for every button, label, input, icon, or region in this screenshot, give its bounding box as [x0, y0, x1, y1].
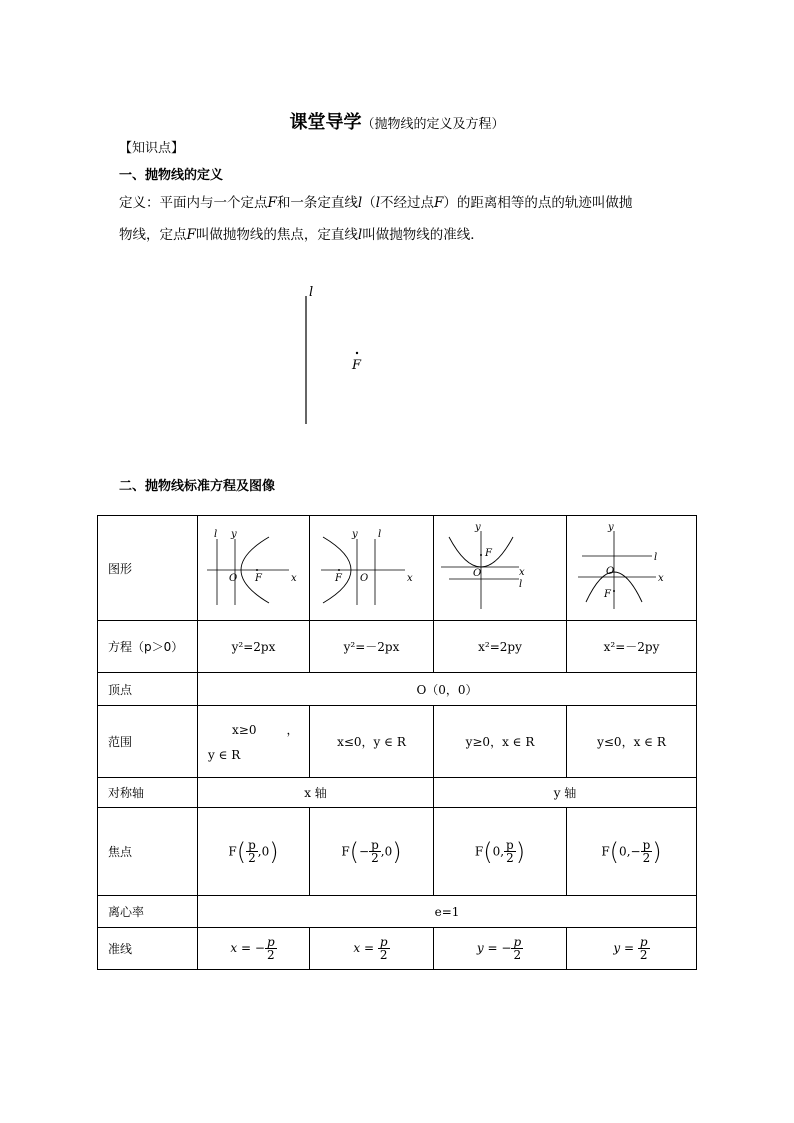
fraction	[511, 936, 523, 961]
var: x	[230, 941, 238, 955]
frac-den: 2	[513, 948, 522, 962]
fraction	[378, 936, 390, 961]
frac-num: p	[266, 935, 275, 949]
row-eccentricity	[98, 896, 697, 928]
axis-y-label: y	[230, 528, 237, 540]
graph-up-opening	[435, 517, 565, 617]
focus-symbol: F	[601, 844, 610, 858]
row-label: 顶点	[98, 673, 198, 706]
focus-label: F	[603, 588, 611, 600]
row-label: 焦点	[98, 808, 198, 896]
frac-num: p	[639, 935, 648, 949]
frac-num: p	[513, 935, 522, 949]
equation-cell: x²=2py	[434, 621, 567, 673]
directrix-label: l	[213, 528, 217, 540]
axis-x-label: x	[519, 566, 525, 578]
focus-cell: F(0,− $\frac{p}{2}$ )	[567, 808, 697, 896]
frac-den: 2	[248, 851, 256, 865]
row-label: 范围	[98, 706, 198, 778]
origin-label: O	[359, 572, 368, 584]
equation-cell: y²=－2px	[310, 621, 434, 673]
range-cell: x≤0，y ∈ R	[310, 706, 434, 778]
equation-cell: y²=2px	[198, 621, 310, 673]
frac-num: p	[371, 838, 379, 852]
directrix-label: l	[653, 551, 657, 563]
row-label: 图形	[98, 516, 198, 621]
focus-cell: F(0, $\frac{p}{2}$ )	[434, 808, 567, 896]
graph-right-opening	[199, 517, 309, 617]
axis-x-label: x	[657, 572, 664, 584]
graph-cell	[434, 516, 567, 621]
focus-label: F	[485, 547, 492, 559]
range-text: ，	[286, 723, 299, 737]
row-focus	[98, 808, 697, 896]
definition-line1	[119, 188, 689, 218]
def-symbol: F	[186, 227, 196, 243]
range-cell	[198, 706, 310, 778]
range-cell: y≤0，x ∈ R	[567, 706, 697, 778]
focus-symbol: F	[228, 844, 237, 858]
graph-down-opening	[568, 517, 696, 617]
axis-y-label: y	[607, 521, 614, 533]
graph-cell	[198, 516, 310, 621]
directrix-label: l	[309, 285, 314, 300]
var: y	[613, 941, 621, 955]
axis-x-label: x	[290, 572, 297, 584]
neg: −	[501, 941, 512, 955]
def-symbol: l	[357, 227, 363, 243]
vertex-cell: O（0，0）	[198, 673, 697, 706]
zero: 0	[261, 844, 270, 858]
def-text: 定义：平面内与一个定点	[119, 195, 268, 211]
var: x	[353, 941, 361, 955]
focus-label: F	[352, 358, 362, 373]
focus-label: F	[334, 572, 342, 584]
axis-y-label: y	[351, 528, 358, 540]
row-axis	[98, 778, 697, 808]
focus-symbol: F	[474, 844, 484, 858]
directrix-cell	[434, 928, 567, 970]
range-text: y ∈ R	[208, 748, 241, 762]
directrix-label: l	[519, 578, 523, 590]
zero: 0	[492, 844, 501, 858]
section1-heading: 一、抛物线的定义	[119, 168, 224, 183]
eccentricity-cell: e=1	[198, 896, 697, 928]
axis-cell: x 轴	[198, 778, 434, 808]
page-title	[0, 108, 794, 134]
var: y	[476, 941, 484, 955]
graph-cell	[567, 516, 697, 621]
comma: ,	[626, 844, 631, 858]
frac-num: p	[506, 838, 514, 852]
frac-den: 2	[371, 851, 379, 865]
graph-left-opening	[311, 517, 433, 617]
origin-label: O	[605, 565, 614, 577]
directrix-cell	[310, 928, 434, 970]
range-cell: y≥0，x ∈ R	[434, 706, 567, 778]
graph-cell	[310, 516, 434, 621]
frac-den: 2	[266, 948, 275, 962]
def-symbol: F	[267, 195, 277, 211]
row-label: 离心率	[98, 896, 198, 928]
frac-num: p	[642, 838, 651, 852]
def-symbol: l	[357, 195, 363, 211]
fraction	[641, 839, 653, 864]
row-label: 对称轴	[98, 778, 198, 808]
frac-den: 2	[379, 948, 388, 962]
axis-cell: y 轴	[434, 778, 697, 808]
eq: =	[240, 941, 252, 955]
neg: −	[630, 844, 641, 858]
knowledge-label: 【知识点】	[119, 141, 185, 156]
definition-figure	[290, 280, 390, 430]
comma: ,	[380, 844, 385, 858]
focus-cell: F( $\frac{p}{2}$ ,0)	[198, 808, 310, 896]
title-main: 课堂导学	[289, 112, 362, 133]
range-text: x≥0	[232, 723, 257, 737]
eq: =	[487, 941, 498, 955]
def-text: 和一条定直线	[276, 195, 358, 211]
row-range	[98, 706, 697, 778]
focus-label: F	[254, 572, 262, 584]
directrix-label: l	[377, 528, 381, 540]
focus-cell: F(− $\frac{p}{2}$ ,0)	[310, 808, 434, 896]
def-symbol: l	[375, 195, 381, 211]
zero: 0	[384, 844, 393, 858]
comma: ,	[257, 844, 262, 858]
fraction	[246, 839, 258, 864]
origin-label: O	[473, 567, 482, 579]
eq: =	[364, 941, 375, 955]
neg: −	[359, 844, 370, 858]
frac-den: 2	[642, 851, 651, 865]
def-text: ）的距离相等的点的轨迹叫做抛	[443, 195, 633, 211]
row-label: 准线	[98, 928, 198, 970]
zero: 0	[619, 844, 627, 858]
directrix-cell	[198, 928, 310, 970]
def-text: 物线，定点	[119, 227, 187, 243]
section2-heading: 二、抛物线标准方程及图像	[119, 479, 276, 494]
def-text: （	[362, 195, 376, 211]
frac-den: 2	[639, 948, 648, 962]
focus-point	[356, 352, 358, 354]
parabola-table	[97, 515, 697, 970]
axis-y-label: y	[475, 521, 481, 533]
focus-symbol: F	[341, 844, 350, 858]
def-text: 叫做抛物线的准线．	[362, 227, 484, 243]
def-text: 叫做抛物线的焦点，定直线	[195, 227, 358, 243]
frac-den: 2	[506, 851, 514, 865]
def-symbol: F	[434, 195, 444, 211]
fraction	[638, 936, 650, 961]
row-vertex	[98, 673, 697, 706]
frac-num: p	[379, 935, 388, 949]
fraction	[369, 839, 381, 864]
definition-line2	[119, 220, 689, 250]
equation-cell: x²=－2py	[567, 621, 697, 673]
directrix-cell	[567, 928, 697, 970]
def-text: 不经过点	[380, 195, 435, 211]
fraction	[504, 839, 516, 864]
neg: −	[254, 941, 265, 955]
row-label: 方程（p＞0）	[98, 621, 198, 673]
row-equation	[98, 621, 697, 673]
row-graph	[98, 516, 697, 621]
axis-x-label: x	[406, 572, 413, 584]
title-sub: （抛物线的定义及方程）	[361, 117, 505, 132]
comma: ,	[500, 844, 505, 858]
fraction	[265, 936, 277, 961]
row-directrix	[98, 928, 697, 970]
origin-label: O	[228, 572, 237, 584]
frac-num: p	[248, 838, 256, 852]
eq: =	[624, 941, 635, 955]
